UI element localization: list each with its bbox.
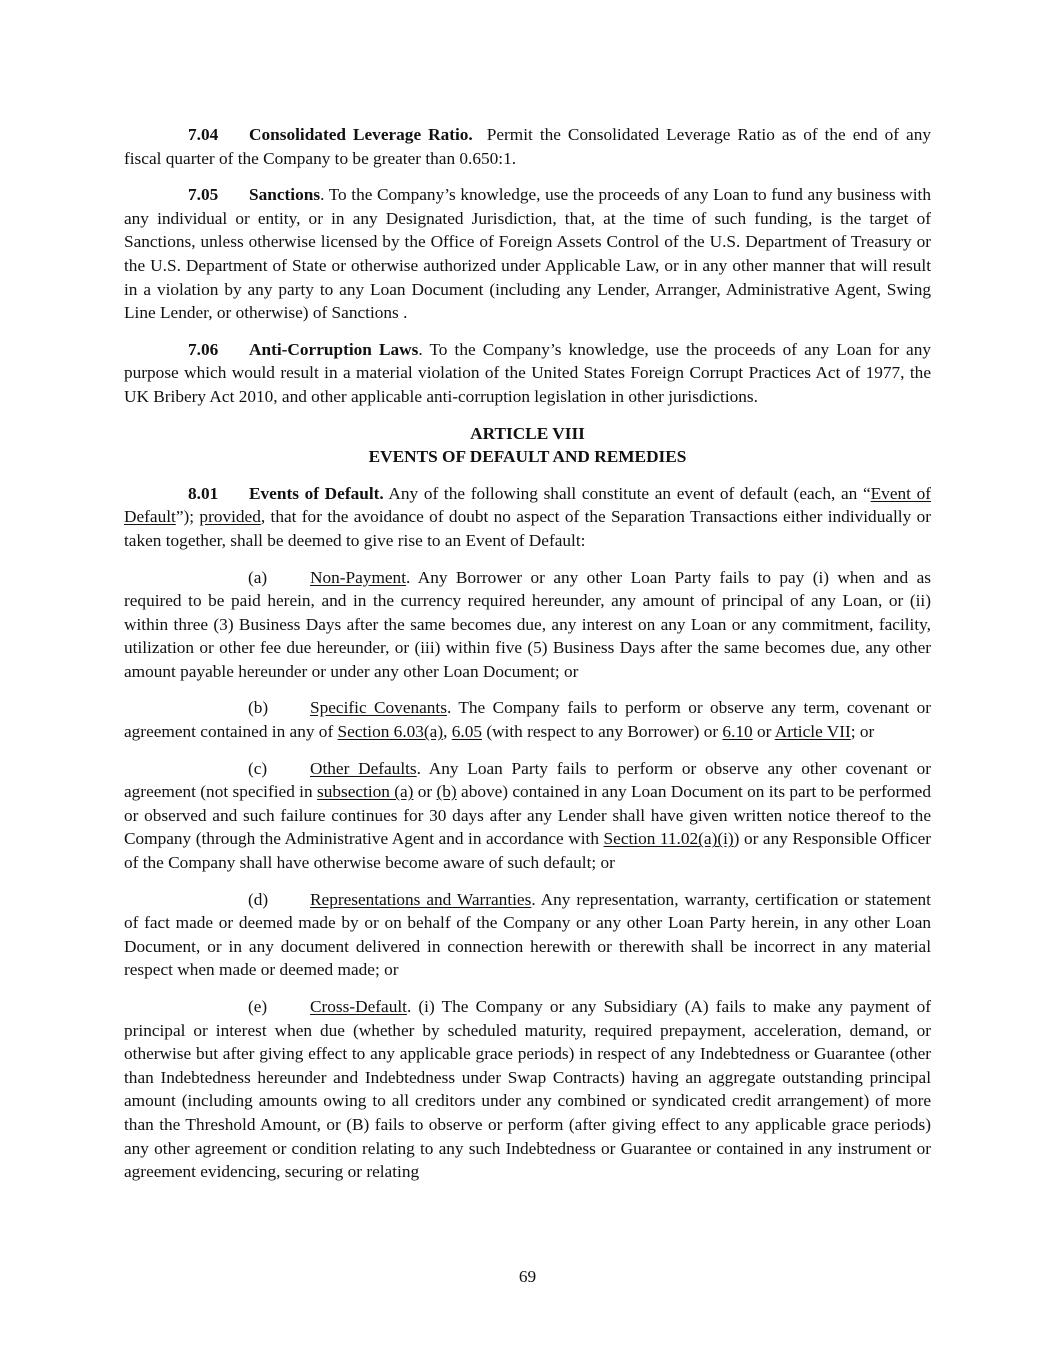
cross-reference: Section 6.03(a) bbox=[337, 722, 444, 742]
section-number: 7.05 bbox=[188, 185, 219, 205]
defined-term-provided: provided bbox=[199, 507, 261, 527]
clause-heading: Cross-Default bbox=[310, 997, 407, 1016]
article-heading bbox=[124, 422, 931, 469]
cross-reference: 6.05 bbox=[451, 722, 482, 742]
clause-text: . Any Loan Party fails to perform or observe any other covenant or agreement (not specified in bbox=[124, 758, 931, 802]
section-number: 7.06 bbox=[188, 339, 219, 359]
section-title: Consolidated Leverage Ratio. bbox=[249, 125, 473, 144]
clause-text: ; or bbox=[850, 722, 875, 742]
clause-text: . (i) The Company or any Subsidiary (A) fails to make any payment of principal or interest when due (whether by scheduled maturity, required prepayment, acceleration, demand, or otherwise but after giving effect to any applicable grace periods) in respect of any Indebtedness or Guarantee (other than Indebtedness hereunder and Indebtedness under Swap Contracts) having an aggregate outstanding principal amount (including amounts owing to all creditors under any combined or syndicated credit arrangement) of more than the Threshold Amount, or (B) fails to observe or perform (after giving effect to any applicable grace periods) any other agreement or condition relating to any such Indebtedness or Guarantee or contained in any instrument or agreement evidencing, securing or relating bbox=[124, 997, 931, 1182]
section-text: Any of the following shall constitute an event of default (each, an “ bbox=[383, 483, 871, 503]
cross-reference: Article VII bbox=[774, 722, 851, 742]
clause-c bbox=[124, 757, 931, 875]
clause-d bbox=[124, 888, 931, 982]
section-text: . To the Company’s knowledge, use the proceeds of any Loan for any purpose which would result in a material violation of the United States Foreign Corrupt Practices Act of 1977, the UK Bribery Act 2010, and other applicable anti-corruption legislation in other jurisdictions. bbox=[124, 339, 931, 406]
clause-heading: Representations and Warranties bbox=[310, 889, 532, 909]
clause-a bbox=[124, 566, 931, 684]
clause-heading: Specific Covenants bbox=[310, 698, 447, 718]
article-title: EVENTS OF DEFAULT AND REMEDIES bbox=[368, 447, 687, 467]
section-8-01 bbox=[124, 482, 931, 553]
section-title: Anti-Corruption Laws bbox=[249, 339, 419, 359]
section-text: Permit the Consolidated Leverage Ratio as of the end of any fiscal quarter of the Company to be greater than 0.650:1. bbox=[124, 125, 932, 168]
clause-text: or bbox=[413, 782, 437, 802]
section-text: , that for the avoidance of doubt no aspect of the Separation Transactions either individually or taken together, shall be deemed to give rise to an Event of Default: bbox=[124, 507, 932, 550]
clause-heading: Other Defaults bbox=[310, 758, 417, 778]
clause-heading: Non-Payment bbox=[310, 567, 406, 587]
clause-label: (e) bbox=[248, 997, 268, 1016]
clause-text: . Any Borrower or any other Loan Party fails to pay (i) when and as required to be paid herein, and in the currency required hereunder, any amount of principal of any Loan, or (ii) within three (3) Business Days after the same becomes due, any interest on any Loan or any commitment, facility, utilization or other fee due hereunder, or (iii) within five (5) Business Days after the same becomes due, any other amount payable hereunder or under any other Loan Document; or bbox=[124, 567, 931, 681]
section-7-04 bbox=[124, 123, 931, 170]
clause-e bbox=[124, 995, 931, 1184]
section-title: Events of Default. bbox=[249, 483, 384, 503]
clause-label: (a) bbox=[248, 567, 268, 587]
defined-term-event-of-default: Event of Default bbox=[124, 483, 932, 527]
clause-text: or bbox=[752, 722, 775, 742]
clause-label: (c) bbox=[248, 758, 268, 778]
clause-b bbox=[124, 696, 931, 743]
page-number: 69 bbox=[518, 1267, 537, 1286]
section-number: 8.01 bbox=[188, 483, 219, 503]
clause-text: above) contained in any Loan Document on its part to be performed or observed and such failure continues for 30 days after any Lender shall have given written notice thereof to the Company (through the Administrative Agent and in accordance with bbox=[124, 782, 931, 849]
cross-reference: subsection (a) bbox=[316, 782, 414, 802]
clause-text: ) or any Responsible Officer of the Company shall have otherwise become aware of such default; or bbox=[124, 829, 931, 873]
section-7-06 bbox=[124, 338, 931, 409]
section-text: . To the Company’s knowledge, use the proceeds of any Loan to fund any business with any individual or entity, or in any Designated Jurisdiction, that, at the time of such funding, is the target of Sanctions, unless otherwise licensed by the Office of Foreign Assets Control of the U.S. Department of Treasury or the U.S. Department of State or otherwise authorized under Applicable Law, or in any other manner that will result in a violation by any party to any Loan Document (including any Lender, Arranger, Administrative Agent, Swing Line Lender, or otherwise) of Sanctions . bbox=[124, 185, 931, 323]
clause-text: . The Company fails to perform or observe any term, covenant or agreement contained in any of bbox=[124, 698, 931, 742]
clause-text: (with respect to any Borrower) or bbox=[482, 722, 723, 742]
article-number: ARTICLE VIII bbox=[470, 423, 585, 443]
clause-label: (d) bbox=[248, 889, 269, 909]
cross-reference: Section 11.02(a)(i) bbox=[603, 829, 734, 849]
section-number: 7.04 bbox=[188, 125, 219, 144]
clause-label: (b) bbox=[248, 698, 269, 718]
section-text: ”); bbox=[175, 507, 200, 527]
cross-reference: (b) bbox=[436, 782, 457, 802]
section-7-05 bbox=[124, 183, 931, 325]
clause-text: , bbox=[443, 722, 452, 742]
section-title: Sanctions bbox=[249, 185, 321, 205]
cross-reference: 6.10 bbox=[722, 722, 753, 742]
clause-text: . Any representation, warranty, certification or statement of fact made or deemed made by or on behalf of the Company or any other Loan Party herein, in any other Loan Document, or in any document delivered in connection herewith or therewith shall be incorrect in any material respect when made or deemed made; or bbox=[124, 889, 931, 980]
